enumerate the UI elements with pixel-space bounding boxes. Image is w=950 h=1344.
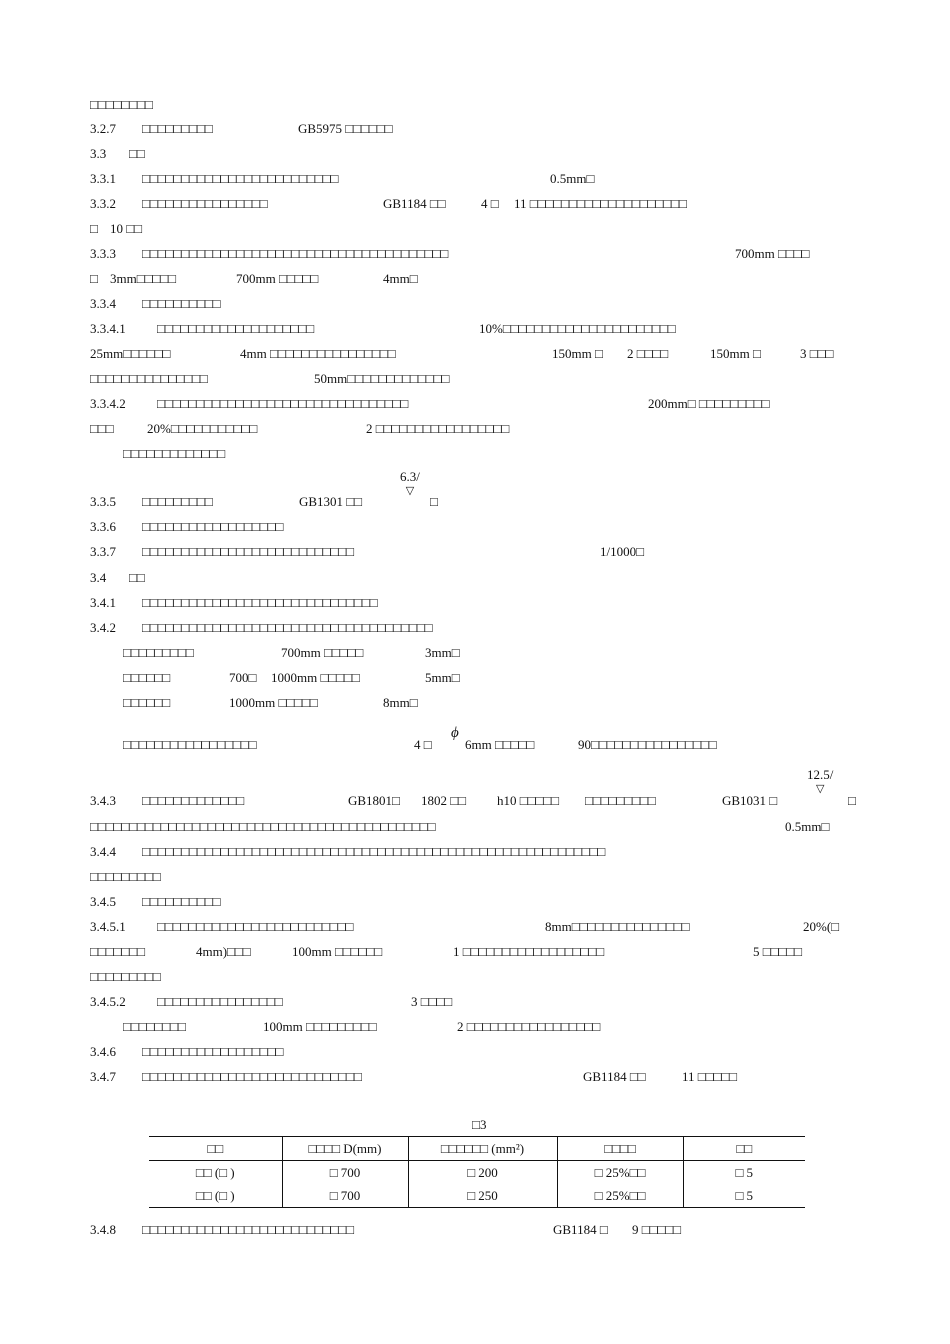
table-row: [149, 1161, 805, 1185]
text-segment: □□□□□□□□□□□□□□□□□□□□□□□□□□□□□□□□□□□□□□□: [142, 246, 449, 261]
table-cell: □□ (□ ): [195, 1187, 235, 1203]
text-segment: 11 □□□□□□□□□□□□□□□□□□□□: [514, 196, 687, 211]
text-segment: 700mm □□□□: [735, 246, 810, 261]
text-segment: 8mm□□□□□□□□□□□□□□□: [545, 919, 690, 934]
text-segment: □□□□□□□□□□□□□□□□□□□□□□□□□: [157, 919, 354, 934]
text-segment: 3.3.3: [90, 246, 116, 261]
text-segment: □: [430, 494, 438, 509]
text-segment: 0.5mm□: [550, 171, 595, 186]
text-segment: □□□□□□□□□□□□□□□□: [142, 196, 268, 211]
text-segment: 5 □□□□□: [753, 944, 803, 959]
text-segment: □□□□□□□□□□□□□□□□□□□□: [157, 321, 315, 336]
table-cell: □ 700: [282, 1161, 408, 1185]
text-segment: 700mm □□□□□: [281, 645, 364, 660]
col-header-ratio: □□□□: [557, 1137, 683, 1161]
text-segment: 4mm)□□□: [196, 944, 251, 959]
text-segment: 3.4.6: [90, 1044, 116, 1059]
text-segment: 3.3.4.2: [90, 396, 126, 411]
text-segment: 3.3.4.1: [90, 321, 126, 336]
text-segment: 3.4.1: [90, 595, 116, 610]
text-segment: □□□□□□□□□□□□□□□□□□□□□□□□□□□□□□□□□□□□□□□□□□□□: [90, 819, 436, 834]
text-segment: 2 □□□□□□□□□□□□□□□□□: [457, 1019, 601, 1034]
text-segment: 50mm□□□□□□□□□□□□□: [314, 371, 450, 386]
text-segment: 10%□□□□□□□□□□□□□□□□□□□□□□: [479, 321, 676, 336]
text-segment: 25mm□□□□□□: [90, 346, 171, 361]
text-segment: 150mm □: [710, 346, 761, 361]
table-cell: □ 5: [683, 1161, 805, 1185]
text-segment: □□□□□□□□□□□□□□□□□□□□□□□□□□□□□□: [142, 595, 378, 610]
text-segment: 100mm □□□□□□□□□: [263, 1019, 377, 1034]
text-segment: 3mm□: [425, 645, 460, 660]
table-cell: □ 25%□□: [557, 1161, 683, 1185]
text-segment: 100mm □□□□□□: [292, 944, 383, 959]
text-segment: 3.3.7: [90, 544, 116, 559]
text-segment: □□□□□□□□□□□□□□□□□□□□□□□□□□□: [142, 1222, 355, 1237]
text-segment: □□□□□□□□□□□□□□□□□□□□□□□□□□□□□□□□□□□□□□□□□□□□□□□□□□□□□□□□□□□: [142, 844, 606, 859]
text-segment: □□□□□□□□□□□□□: [123, 446, 226, 461]
text-segment: □□□□□□□□□: [585, 793, 656, 808]
col-header-category: □□: [207, 1140, 224, 1156]
roughness-value: 6.3/: [400, 469, 420, 484]
roughness-value: 12.5/: [807, 767, 834, 782]
text-segment: 3.4.4: [90, 844, 116, 859]
table-cell: □ 5: [683, 1184, 805, 1208]
table-cell: □ 250: [408, 1184, 557, 1208]
text-segment: GB1031 □: [722, 793, 778, 808]
text-segment: □□□□□□□□□□: [142, 296, 221, 311]
text-segment: 0.5mm□: [785, 819, 830, 834]
text-segment: □□□□□□□□□: [142, 121, 213, 136]
text-segment: 2 □□□□□□□□□□□□□□□□□: [366, 421, 510, 436]
text-segment: 3: [480, 1117, 487, 1132]
text-segment: 200mm□ □□□□□□□□□: [648, 396, 770, 411]
text-segment: GB1801□: [348, 793, 400, 808]
text-segment: 3.4.8: [90, 1222, 116, 1237]
text-segment: 3.3.5: [90, 494, 116, 509]
text-segment: 3 □□□□: [411, 994, 453, 1009]
text-segment: GB1184 □□: [383, 196, 446, 211]
text-segment: 90□□□□□□□□□□□□□□□□: [578, 737, 717, 752]
text-segment: 3.3.1: [90, 171, 116, 186]
text-segment: 1000mm □□□□□: [229, 695, 318, 710]
text-segment: □□□□□□: [123, 670, 171, 685]
roughness-symbol: [451, 726, 459, 740]
triangle-icon: ▽: [405, 485, 415, 497]
table-header-row: [149, 1137, 805, 1161]
text-segment: 3mm□□□□□: [110, 271, 176, 286]
text-segment: 9 □□□□□: [632, 1222, 682, 1237]
text-segment: □□□□□□□□□: [90, 969, 161, 984]
text-segment: 3.4: [90, 570, 107, 585]
text-segment: □□□□□□□□: [90, 97, 153, 112]
text-segment: 1802 □□: [421, 793, 466, 808]
text-segment: □: [472, 1117, 480, 1132]
text-segment: 3.4.5.1: [90, 919, 126, 934]
text-segment: □□: [129, 570, 145, 585]
text-segment: 3.3.6: [90, 519, 116, 534]
text-segment: □□□□□□□□□□□□□□□□□□: [142, 519, 284, 534]
text-segment: □□□□□□□□□□□□□□□□□: [123, 737, 257, 752]
table-row: [149, 1184, 805, 1208]
text-segment: 3.4.5: [90, 894, 116, 909]
text-segment: 1/1000□: [600, 544, 644, 559]
text-segment: □□□□□□□□□□□□□□□□□□□□□□□□□□□: [142, 544, 355, 559]
text-segment: 10 □□: [110, 221, 142, 236]
text-segment: 5mm□: [425, 670, 460, 685]
text-segment: □□□□□□□□□□□□□□□□: [157, 994, 283, 1009]
text-segment: 3.4.7: [90, 1069, 116, 1084]
text-segment: 3.4.2: [90, 620, 116, 635]
triangle-icon: ▽: [815, 783, 825, 795]
text-segment: □□: [129, 146, 145, 161]
roughness-symbol: [807, 768, 833, 796]
text-segment: □: [90, 221, 98, 236]
text-segment: □□□□□□□□□□□□□□□□□□□□□□□□□□□□: [142, 1069, 362, 1084]
text-segment: 4mm □□□□□□□□□□□□□□□□: [240, 346, 396, 361]
text-segment: 20%□□□□□□□□□□□: [147, 421, 258, 436]
text-segment: 3.2.7: [90, 121, 116, 136]
text-segment: 11 □□□□□: [682, 1069, 738, 1084]
text-segment: 700□: [229, 670, 257, 685]
text-segment: □□□□□□□: [90, 944, 145, 959]
text-segment: □□□: [90, 421, 114, 436]
text-segment: □□□□□□□□: [123, 1019, 186, 1034]
text-segment: 3 □□□: [800, 346, 834, 361]
table-cell: □□ (□ ): [195, 1164, 235, 1180]
table-3: [149, 1136, 805, 1208]
roughness-value: ϕ: [451, 725, 459, 741]
text-segment: 700mm □□□□□: [236, 271, 319, 286]
text-segment: □□□□□□□□□□: [142, 894, 221, 909]
text-segment: 8mm□: [383, 695, 418, 710]
text-segment: h10 □□□□□: [497, 793, 560, 808]
text-segment: GB1301 □□: [299, 494, 363, 509]
text-segment: □□□□□□□□□□□□□□□□□□□□□□□□□□□□□□□□: [157, 396, 409, 411]
text-segment: 2 □□□□: [627, 346, 669, 361]
text-segment: 3.3.4: [90, 296, 116, 311]
text-segment: □□□□□□□□□: [123, 645, 194, 660]
text-segment: □□□□□□□□□□□□□: [142, 793, 245, 808]
text-segment: □□□□□□□□□□□□□□□: [90, 371, 208, 386]
text-segment: 150mm □: [552, 346, 603, 361]
text-segment: GB1184 □□: [583, 1069, 646, 1084]
text-segment: □□□□□□□□□: [90, 869, 161, 884]
text-segment: 3.3: [90, 146, 107, 161]
text-segment: □□□□□□□□□□□□□□□□□□□□□□□□□: [142, 171, 339, 186]
text-segment: 1 □□□□□□□□□□□□□□□□□□: [453, 944, 605, 959]
table-cell: □ 700: [282, 1184, 408, 1208]
text-segment: 1000mm □□□□□: [271, 670, 360, 685]
text-segment: GB5975 □□□□□□: [298, 121, 393, 136]
text-segment: 3.4.5.2: [90, 994, 126, 1009]
table-cell: □ 200: [408, 1161, 557, 1185]
text-segment: 3.3.2: [90, 196, 116, 211]
text-segment: □□□□□□□□□□□□□□□□□□□□□□□□□□□□□□□□□□□□□: [142, 620, 433, 635]
text-segment: □: [90, 271, 98, 286]
text-segment: □□□□□□□□□□□□□□□□□□: [142, 1044, 284, 1059]
text-segment: 6mm □□□□□: [465, 737, 535, 752]
text-segment: 4 □: [414, 737, 432, 752]
col-header-diameter: □□□□ D(mm): [282, 1137, 408, 1161]
text-segment: 4mm□: [383, 271, 418, 286]
roughness-symbol: [400, 470, 420, 498]
text-segment: 4 □: [481, 196, 499, 211]
text-segment: 20%(□: [803, 919, 840, 934]
text-segment: 3.4.3: [90, 793, 116, 808]
text-segment: GB1184 □: [553, 1222, 608, 1237]
text-segment: □□□□□□□□□: [142, 494, 213, 509]
text-segment: □: [848, 793, 856, 808]
table-cell: □ 25%□□: [557, 1184, 683, 1208]
col-header-area: □□□□□□ (mm²): [408, 1137, 557, 1161]
col-header-count: □□: [683, 1137, 805, 1161]
text-segment: □□□□□□: [123, 695, 171, 710]
